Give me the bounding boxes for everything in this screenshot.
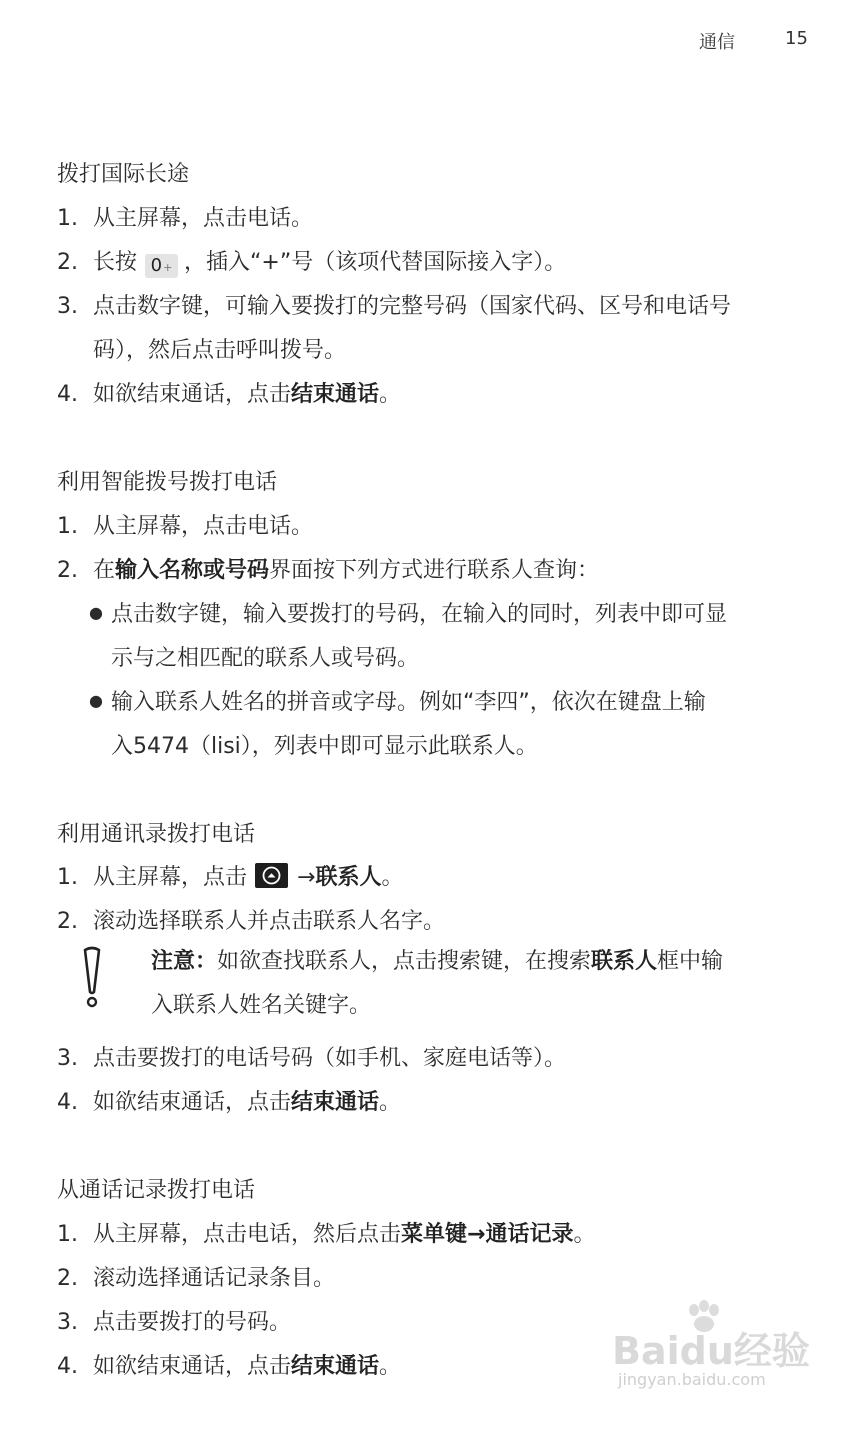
bullet-icon: ● — [89, 691, 103, 710]
step-number: 3. — [57, 1046, 78, 1071]
step-number: 4. — [57, 382, 78, 407]
step-number: 2. — [57, 909, 78, 934]
s2-bullet-1-cont: 示与之相匹配的联系人或号码。 — [111, 646, 420, 671]
note-contacts-label: 联系人 — [591, 949, 658, 974]
arrow-icon: → — [297, 865, 316, 890]
section-title-call-log: 从通话记录拨打电话 — [57, 1178, 256, 1203]
step-text: 点击要拨打的电话号码（如手机、家庭电话等）。 — [93, 1046, 567, 1071]
step-text: 从主屏幕，点击电话。 — [93, 206, 314, 231]
step-text: 如欲结束通话，点击 — [93, 1090, 292, 1115]
step-number: 2. — [57, 1266, 78, 1291]
step-text: 如欲结束通话，点击 — [93, 1354, 292, 1379]
input-name-label: 输入名称或号码 — [115, 558, 270, 583]
section-title-contacts: 利用通讯录拨打电话 — [57, 822, 256, 847]
step-text-end: 。 — [379, 1090, 402, 1115]
s3-step-4 — [57, 1085, 401, 1116]
step-text: 从主屏幕，点击电话，然后点击 — [93, 1222, 402, 1247]
step-text-cont: ，插入“+”号（该项代替国际接入字）。 — [184, 250, 567, 275]
s3-step-3 — [57, 1041, 566, 1072]
running-header-section: 通信 — [699, 32, 735, 53]
note-label: 注意： — [151, 949, 218, 974]
step-number: 2. — [57, 250, 78, 275]
step-number: 1. — [57, 206, 78, 231]
step-text: 从主屏幕，点击电话。 — [93, 514, 314, 539]
s3-step-2 — [57, 904, 445, 935]
s4-step-4 — [57, 1349, 401, 1380]
s2-bullet-1 — [89, 597, 727, 628]
note-text: 如欲查找联系人，点击搜索键，在搜索 — [217, 949, 592, 974]
s1-step-4 — [57, 377, 401, 408]
step-text: 滚动选择联系人并点击联系人名字。 — [93, 909, 446, 934]
end-call-label: 结束通话 — [291, 1354, 380, 1379]
step-number: 1. — [57, 865, 78, 890]
note-line-2: 入联系人姓名关键字。 — [151, 993, 372, 1018]
step-text-end: 。 — [381, 865, 404, 890]
step-number: 4. — [57, 1090, 78, 1115]
section-title-smart-dial: 利用智能拨号拨打电话 — [57, 470, 278, 495]
s4-step-1 — [57, 1217, 595, 1248]
s4-step-2 — [57, 1261, 335, 1292]
step-number: 2. — [57, 558, 78, 583]
note-text-end: 框中输 — [657, 949, 724, 974]
step-text-end: 。 — [379, 1354, 402, 1379]
step-number: 1. — [57, 514, 78, 539]
s4-step-3 — [57, 1305, 291, 1336]
step-number: 3. — [57, 294, 78, 319]
step-text: 如欲结束通话，点击 — [93, 382, 292, 407]
bullet-text: 输入联系人姓名的拼音或字母。例如“李四”，依次在键盘上输 — [111, 690, 706, 715]
baidu-watermark — [612, 1300, 812, 1400]
step-text-end: 。 — [379, 382, 402, 407]
step-text-end: 。 — [573, 1222, 596, 1247]
section-title-international: 拨打国际长途 — [57, 162, 190, 187]
step-text-end: 界面按下列方式进行联系人查询： — [269, 558, 600, 583]
step-text: 点击数字键，可输入要拨打的完整号码（国家代码、区号和电话号 — [93, 294, 732, 319]
s1-step-2 — [57, 245, 566, 278]
step-number: 1. — [57, 1222, 78, 1247]
step-number: 3. — [57, 1310, 78, 1335]
note-line-1 — [151, 944, 723, 975]
s3-step-1 — [57, 860, 403, 891]
baidu-logo: Baidu经验 — [612, 1329, 810, 1373]
step-text: 长按 — [93, 250, 138, 275]
menu-call-log-label: 菜单键→通话记录 — [401, 1222, 574, 1247]
s2-bullet-2-cont: 入5474（lisi），列表中即可显示此联系人。 — [111, 734, 538, 759]
bullet-icon: ● — [89, 603, 103, 622]
exclamation-note-icon — [80, 946, 104, 1010]
step-text: 滚动选择通话记录条目。 — [93, 1266, 336, 1291]
s1-step-1 — [57, 201, 313, 232]
bullet-text: 点击数字键，输入要拨打的号码，在输入的同时，列表中即可显 — [111, 602, 728, 627]
step-number: 4. — [57, 1354, 78, 1379]
s2-step-2 — [57, 553, 599, 584]
contacts-label: 联系人 — [315, 865, 382, 890]
zero-key-icon: 0+ — [145, 254, 178, 278]
s2-bullet-2 — [89, 685, 706, 716]
end-call-label: 结束通话 — [291, 1090, 380, 1115]
app-drawer-icon — [255, 863, 288, 888]
s1-step-3-cont: 码），然后点击呼叫拨号。 — [93, 338, 347, 363]
page-number: 15 — [785, 28, 808, 49]
step-text: 点击要拨打的号码。 — [93, 1310, 292, 1335]
s2-step-1 — [57, 509, 313, 540]
step-text: 在 — [93, 558, 116, 583]
watermark-url: jingyan.baidu.com — [618, 1370, 766, 1389]
step-text: 从主屏幕，点击 — [93, 865, 248, 890]
s1-step-3 — [57, 289, 731, 320]
end-call-label: 结束通话 — [291, 382, 380, 407]
